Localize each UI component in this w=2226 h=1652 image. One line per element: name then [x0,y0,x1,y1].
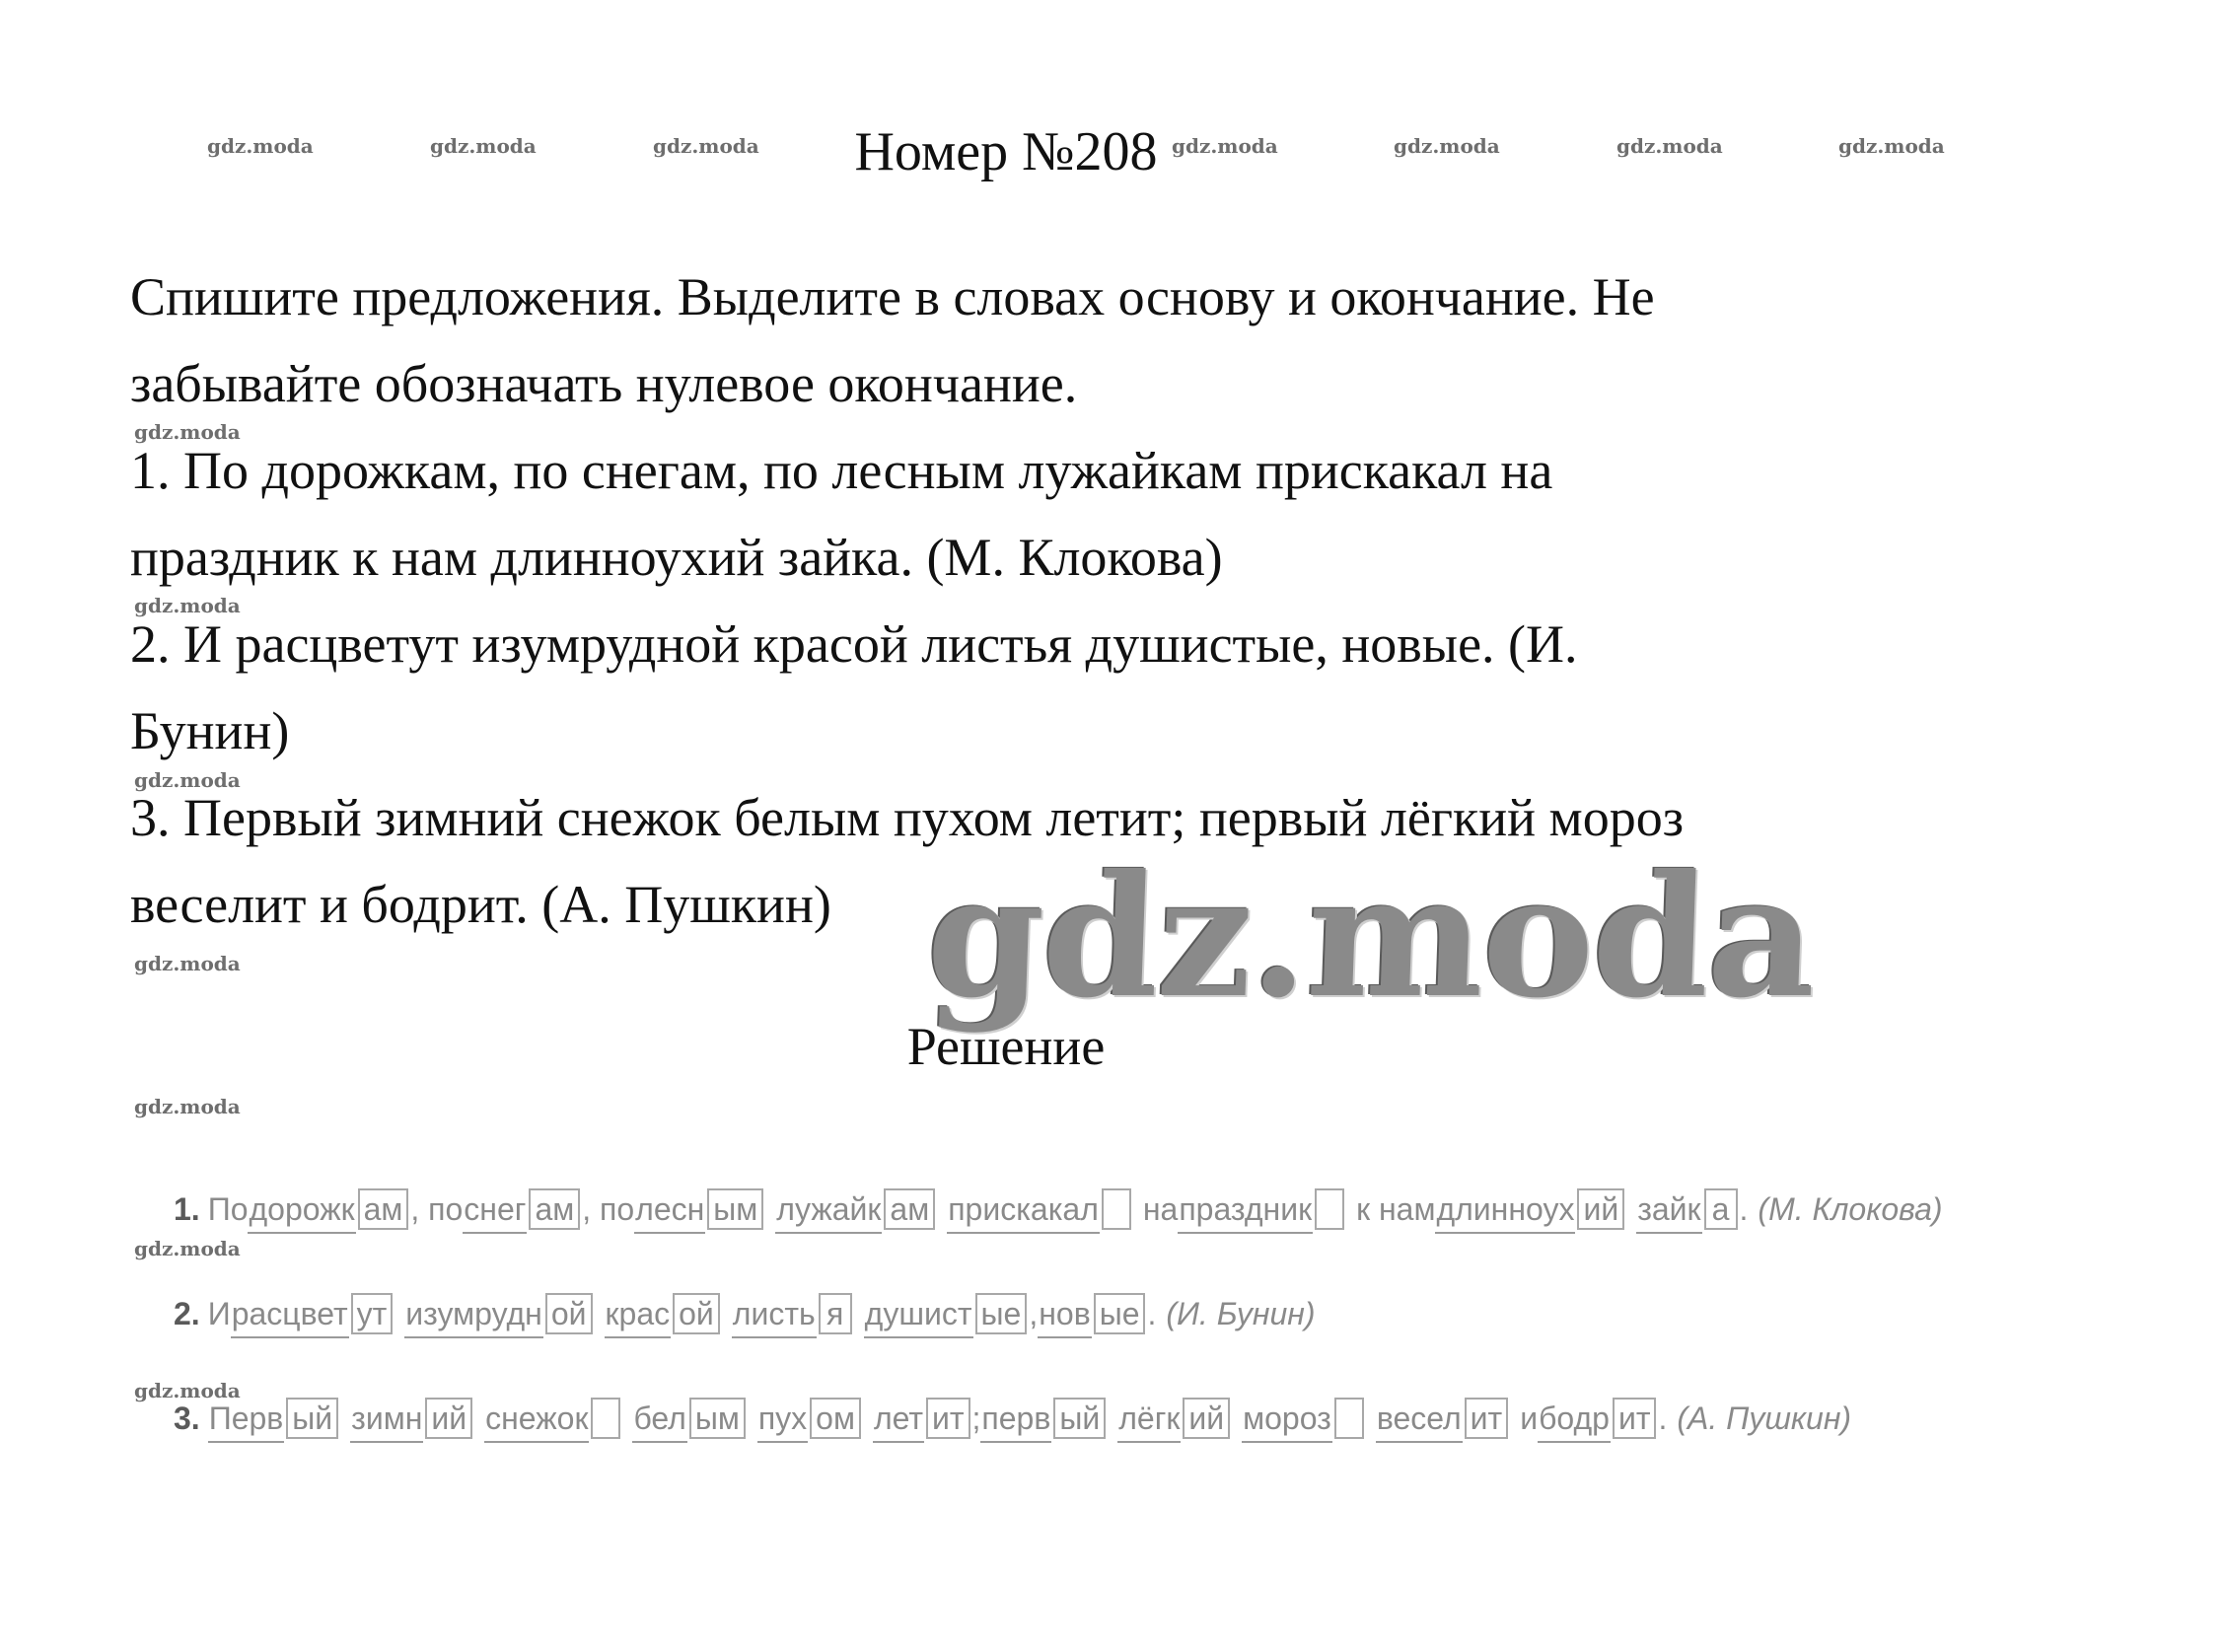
task-line: 1. По дорожкам, по снегам, по лесным лужайкам прискакал на [130,441,1553,500]
word-prefix: к нам [1356,1190,1436,1227]
word-ending: ым [707,1188,763,1230]
punctuation: . [1739,1190,1749,1227]
word-prefix: , по [410,1190,464,1227]
watermark-small: gdz.moda [134,1237,241,1260]
word-stem: перв [980,1401,1051,1443]
zero-ending-box [1102,1188,1131,1230]
watermark-small: gdz.moda [134,1379,241,1402]
word-stem: снежок [484,1401,589,1443]
solution-title: Решение [906,1017,1106,1076]
word-ending: а [1704,1188,1738,1230]
word-ending: ам [358,1188,409,1230]
word-stem: пух [757,1401,808,1443]
word-stem: дорожк [248,1191,355,1234]
watermark-small: gdz.moda [430,134,537,158]
task-line: Спишите предложения. Выделите в словах основу и окончание. Не [130,267,1655,326]
word-prefix: , по [582,1190,635,1227]
solution-sentence-2 [174,1293,1316,1334]
author-attribution: (М. Клокова) [1758,1190,1943,1227]
zero-ending-box [591,1398,620,1439]
zero-ending-box [1315,1188,1344,1230]
solution-sentence-3 [174,1398,1851,1439]
task-line: забывайте обозначать нулевое окончание. [130,354,1078,413]
word-stem: бел [632,1401,686,1443]
word-stem: мороз [1242,1401,1332,1443]
word-ending: ым [689,1398,746,1439]
word-prefix: ; [971,1400,981,1436]
watermark-small: gdz.moda [1616,134,1723,158]
word-stem: зимн [350,1401,423,1443]
watermark-small: gdz.moda [134,594,241,617]
author-attribution: (И. Бунин) [1166,1295,1316,1331]
word-stem: крас [605,1296,672,1338]
punctuation: . [1658,1400,1668,1436]
punctuation: . [1147,1295,1157,1331]
task-line: веселит и бодрит. (А. Пушкин) [130,875,831,934]
word-stem: Перв [208,1401,285,1443]
word-prefix: , [1029,1295,1039,1331]
word-stem: изумрудн [404,1296,543,1338]
word-stem: праздник [1178,1191,1313,1234]
word-ending: ит [1613,1398,1657,1439]
word-ending: ут [351,1293,394,1334]
sentence-number: 1. [174,1190,200,1227]
task-line: праздник к нам длинноухий зайка. (М. Клокова) [130,528,1223,587]
word-prefix: на [1142,1190,1179,1227]
word-ending: ий [425,1398,472,1439]
word-stem: лёгк [1117,1401,1181,1443]
word-stem: душист [864,1296,973,1338]
word-prefix: По [207,1190,249,1227]
author-attribution: (А. Пушкин) [1677,1400,1852,1436]
word-ending: ый [286,1398,338,1439]
word-stem: зайк [1636,1191,1701,1234]
word-ending: ой [545,1293,593,1334]
word-stem: длинноух [1435,1191,1575,1234]
word-ending: ой [673,1293,720,1334]
watermark-small: gdz.moda [134,952,241,975]
word-prefix: И [207,1295,231,1331]
word-ending: я [819,1293,852,1334]
word-stem: прискакал [947,1191,1100,1234]
watermark-small: gdz.moda [134,1095,241,1118]
watermark-small: gdz.moda [653,134,759,158]
watermark-small: gdz.moda [1394,134,1500,158]
word-ending: ые [975,1293,1028,1334]
task-line: Бунин) [130,701,290,760]
word-stem: лет [873,1401,924,1443]
word-stem: лужайк [775,1191,882,1234]
solution-sentence-1 [174,1188,1943,1230]
watermark-small: gdz.moda [207,134,314,158]
watermark-small: gdz.moda [1172,134,1278,158]
sentence-number: 3. [174,1400,200,1436]
watermark-small: gdz.moda [134,768,241,792]
word-ending: ит [926,1398,970,1439]
word-stem: лесн [634,1191,705,1234]
word-ending: ам [884,1188,935,1230]
word-ending: ые [1094,1293,1146,1334]
watermark-logo: gdz.moda [923,838,1819,1036]
word-prefix: и [1520,1400,1539,1436]
task-line: 3. Первый зимний снежок белым пухом летит; первый лёгкий мороз [130,788,1685,847]
word-stem: нов [1038,1296,1091,1338]
page-title: Номер №208 [854,121,1158,182]
word-stem: снег [463,1191,527,1234]
word-stem: весел [1376,1401,1463,1443]
word-stem: бодр [1538,1401,1611,1443]
word-ending: ий [1577,1188,1624,1230]
watermark-small: gdz.moda [134,420,241,444]
zero-ending-box [1334,1398,1364,1439]
word-ending: ит [1465,1398,1509,1439]
word-ending: ам [529,1188,580,1230]
word-ending: ый [1053,1398,1106,1439]
word-stem: листь [732,1296,817,1338]
word-stem: расцвет [231,1296,349,1338]
word-ending: ом [810,1398,861,1439]
sentence-number: 2. [174,1295,200,1331]
task-line: 2. И расцветут изумрудной красой листья душистые, новые. (И. [130,614,1578,674]
word-ending: ий [1183,1398,1230,1439]
watermark-small: gdz.moda [1838,134,1945,158]
